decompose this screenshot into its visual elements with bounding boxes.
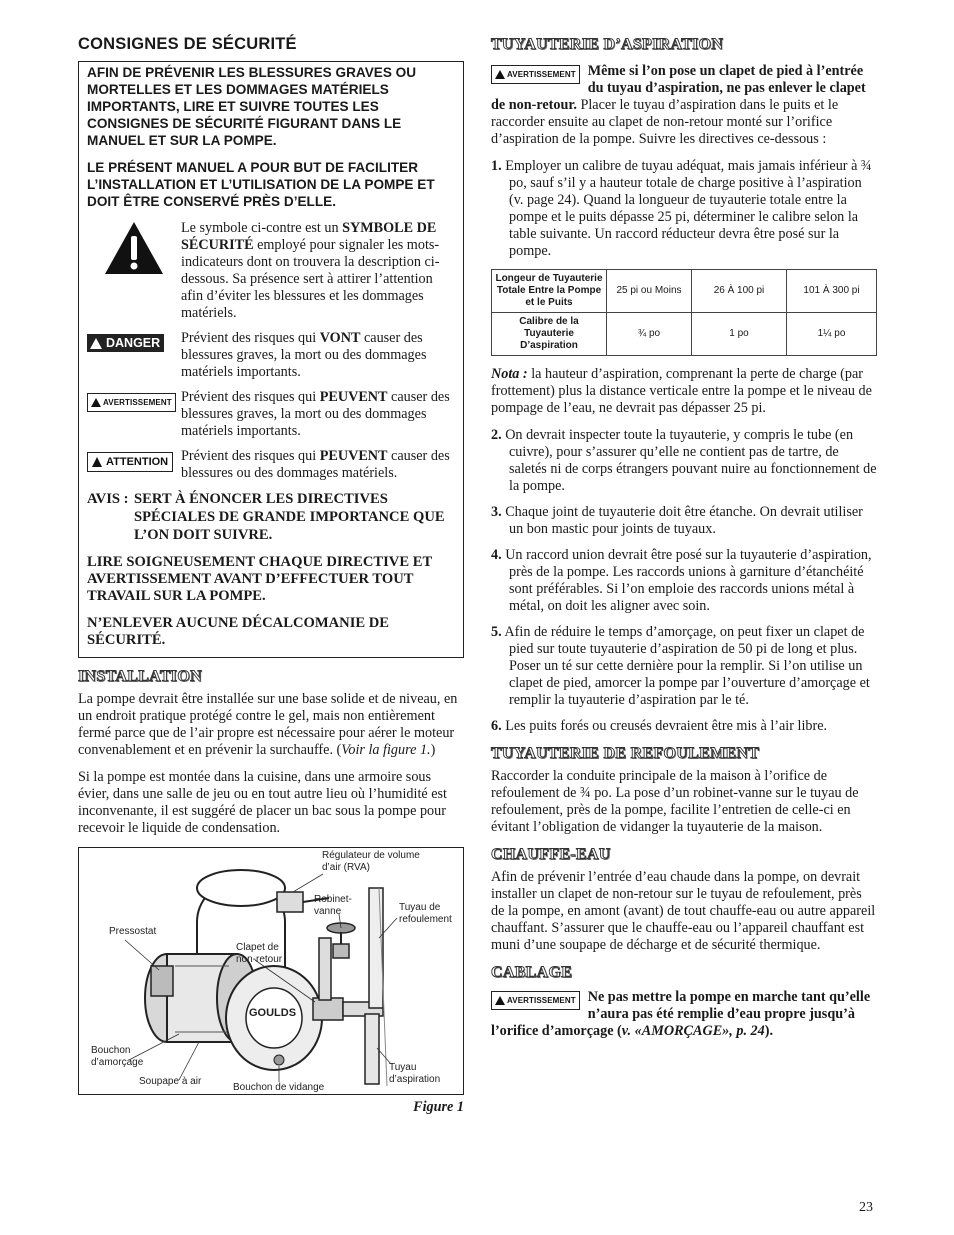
- pipe-size-table: [491, 269, 877, 356]
- section-title-safety: CONSIGNES DE SÉCURITÉ: [78, 35, 297, 53]
- figure-caption: Figure 1: [413, 1099, 464, 1115]
- right-column: [491, 36, 877, 1050]
- list-item-6: 6. Les puits forés ou creusés devraient être mis à l’air libre.: [491, 718, 828, 734]
- safety-box-para1: AFIN DE PRÉVENIR LES BLESSURES GRAVES OU MORTELLES ET LES DOMMAGES MATÉRIELS IMPORTANTS, LIRE ET SUIVRE TOUTES LES CONSIGNES DE SÉCURITÉ FIGURANT DANS LE MANUEL ET SUR LA POMPE.: [87, 65, 417, 148]
- table-cell: ¾ po: [607, 313, 692, 356]
- refoulement-text: Raccorder la conduite principale de la maison à l’orifice de refoulement de ¾ po. La pose d’un robinet-vanne sur le tuyau de refoulement, près de la pompe, facilite l’entretien de celle-ci en évitant l’obligation de vidanger la tuyauterie de la maison.: [491, 768, 859, 835]
- warning-triangle-icon: [495, 70, 505, 79]
- decal-note: N’ENLEVER AUCUNE DÉCALCOMANIE DE SÉCURITÉ.: [87, 615, 390, 648]
- aspiration-warning: AVERTISSEMENT Même si l’on pose un clapet de pied à l’entrée du tuyau d’aspiration, ne pas enlever le clapet de non-retour. Placer le tuyau d’aspiration dans le puits et le raccorder ensuite au clapet de non-retour monté sur l’orifice d’aspiration de la pompe. Suivre les directives ce-dessous :: [491, 63, 866, 147]
- safety-box-para2: LE PRÉSENT MANUEL A POUR BUT DE FACILITER L’INSTALLATION ET L’UTILISATION DE LA POMPE ET DOIT ÊTRE CONSERVÉ PRÈS D’ELLE.: [87, 160, 435, 209]
- warning-triangle-icon: [495, 996, 505, 1005]
- list-item-5: 5. Afin de réduire le temps d’amorçage, on peut fixer un clapet de pied sur toute tuyauterie d’aspiration de 50 pi de long et plus. Poser un té sur cette dernière pour la remplir. Si l’on utilise un clapet de pied, amorcer la pompe par l’ouverture d’amorçage et remplir la tuyauterie d’aspiration par le té.: [491, 624, 870, 708]
- installation-heading: INSTALLATION: [78, 668, 202, 685]
- label-tuyau-refoulement: Tuyau de refoulement: [399, 902, 452, 925]
- table-row: [492, 313, 877, 356]
- label-robinet: Robinet-vanne: [314, 894, 352, 917]
- safety-alert-triangle-icon: [103, 220, 165, 276]
- label-bouchon-vidange: Bouchon de vidange: [233, 1082, 325, 1093]
- list-item-2: 2. On devrait inspecter toute la tuyauterie, y compris le tube (en cuivre), pour s’assurer qu’elle ne contient pas de tartre, de saletés ni de corps étrangers pouvant nuire au fonctionnement de la pompe.: [491, 427, 877, 494]
- aspiration-heading: TUYAUTERIE D’ASPIRATION: [491, 36, 724, 53]
- nota-paragraph: Nota : la hauteur d’aspiration, comprenant la perte de charge (par frottement) plus la distance verticale entre la pompe et le niveau de pompage de l’eau, ne devrait pas dépasser 25 pi.: [491, 366, 872, 416]
- label-tuyau-aspiration: Tuyau d’aspiration: [389, 1062, 441, 1085]
- list-item-1: 1. Employer un calibre de tuyau adéquat, mais jamais inférieur à ¾ po, sauf s’il y a hauteur totale de charge positive à l’aspiration (v. page 24). Quand la longueur de tuyauterie totale entre la pompe et le puits dépasse 25 pi, déterminer le calibre selon la table suivante. Un raccord réducteur devra être posé sur la pompe.: [491, 158, 872, 259]
- attention-text: Prévient des risques qui PEUVENT causer des blessures ou des dommages matériels.: [181, 448, 450, 481]
- avis-note: AVIS : SERT À ÉNONCER LES DIRECTIVES SPÉCIALES DE GRANDE IMPORTANCE QUE L’ON DOIT SUIVRE.: [87, 491, 445, 543]
- table-cell: 101 À 300 pi: [787, 270, 877, 313]
- danger-row: [87, 330, 456, 381]
- warning-triangle-icon: [90, 338, 102, 349]
- table-header-length: Longeur de Tuyauterie Totale Entre la Pompe et le Puits: [492, 270, 607, 313]
- table-cell: 26 À 100 pi: [692, 270, 787, 313]
- attention-badge: ATTENTION: [87, 452, 173, 472]
- avertissement-text: Prévient des risques qui PEUVENT causer des blessures graves, la mort ou des dommages matériels importants.: [181, 389, 450, 439]
- avertissement-badge: AVERTISSEMENT: [491, 65, 580, 84]
- brand-logo: GOULDS: [249, 1007, 297, 1019]
- cablage-warning: AVERTISSEMENT Ne pas mettre la pompe en marche tant qu’elle n’aura pas été remplie d’eau propre jusqu’à l’orifice d’amorçage (v. «AMORÇAGE», p. 24).: [491, 989, 871, 1039]
- installation-para2: Si la pompe est montée dans la cuisine, dans une armoire sous évier, dans une salle de jeu ou en tout autre lieu où l’humidité est inconvenante, il est suggéré de placer un bac sous la pompe pour recevoir le liquide de condensation.: [78, 769, 447, 836]
- label-bouchon-amorcage: Bouchon d’amorçage: [91, 1045, 144, 1068]
- installation-para1: La pompe devrait être installée sur une base solide et de niveau, en un endroit pratique protégé contre le gel, mais non entièrement fermé parce que de l’air propre est nécessaire pour aérer le moteur convenablement et en prévenir la surchauffe. (Voir la figure 1.): [78, 691, 458, 758]
- table-cell: 1¼ po: [787, 313, 877, 356]
- table-cell: 1 po: [692, 313, 787, 356]
- attention-row: [87, 448, 456, 482]
- label-pressostat: Pressostat: [109, 926, 157, 937]
- table-cell: 25 pi ou Moins: [607, 270, 692, 313]
- read-instructions-note: LIRE SOIGNEUSEMENT CHAQUE DIRECTIVE ET AVERTISSEMENT AVANT D’EFFECTUER TOUT TRAVAIL SUR LA POMPE.: [87, 554, 432, 604]
- label-soupape: Soupape à air: [139, 1076, 202, 1087]
- avertissement-badge: AVERTISSEMENT: [87, 393, 176, 412]
- safety-box: [78, 61, 464, 658]
- avertissement-badge: AVERTISSEMENT: [491, 991, 580, 1010]
- chauffe-eau-heading: CHAUFFE-EAU: [491, 846, 611, 863]
- list-item-3: 3. Chaque joint de tuyauterie doit être étanche. On devrait utiliser un bon mastic pour joints de tuyaux.: [491, 504, 863, 537]
- cablage-heading: CABLAGE: [491, 964, 573, 981]
- left-column: [78, 36, 464, 1116]
- page-number: 23: [859, 1200, 873, 1215]
- danger-text: Prévient des risques qui VONT causer des blessures graves, la mort ou des dommages matériels importants.: [181, 330, 427, 380]
- list-item-4: 4. Un raccord union devrait être posé sur la tuyauterie d’aspiration, près de la pompe. Les raccords unions à garniture d’étanchéité sont préférables. Si l’on emploie des raccords unions métal à métal, on doit les aligner avec soin.: [491, 547, 872, 614]
- table-row: [492, 270, 877, 313]
- safety-symbol-text: Le symbole ci-contre est un SYMBOLE DE SÉCURITÉ employé pour signaler les mots-indicateurs dont on trouvera la description ci-dessous. Sa présence sert à attirer l’attention afin d’éviter les blessures et les dommages matériels.: [181, 220, 440, 321]
- safety-symbol-row: [87, 220, 456, 322]
- warning-triangle-icon: [92, 457, 102, 467]
- warning-triangle-icon: [91, 398, 101, 407]
- table-header-caliber: Calibre de la Tuyauterie D’aspiration: [492, 313, 607, 356]
- chauffe-eau-text: Afin de prévenir l’entrée d’eau chaude dans la pompe, on devrait installer un clapet de non-retour sur le tuyau de refoulement, près de la pompe, en amont (avant) de tout chauffe-eau ou autre appareil chauffant. S’assurer que le chauffe-eau ou l’appareil chauffant est muni d’une soupape de décharge et de sécurité thermique.: [491, 869, 876, 953]
- refoulement-heading: TUYAUTERIE DE REFOULEMENT: [491, 745, 760, 762]
- avertissement-row: [87, 389, 456, 440]
- label-regulator: Régulateur de volume d’air (RVA): [322, 850, 420, 873]
- figure-1-pump-diagram: [78, 847, 464, 1095]
- danger-badge: DANGER: [87, 334, 164, 352]
- label-clapet: Clapet de non-retour: [236, 942, 283, 965]
